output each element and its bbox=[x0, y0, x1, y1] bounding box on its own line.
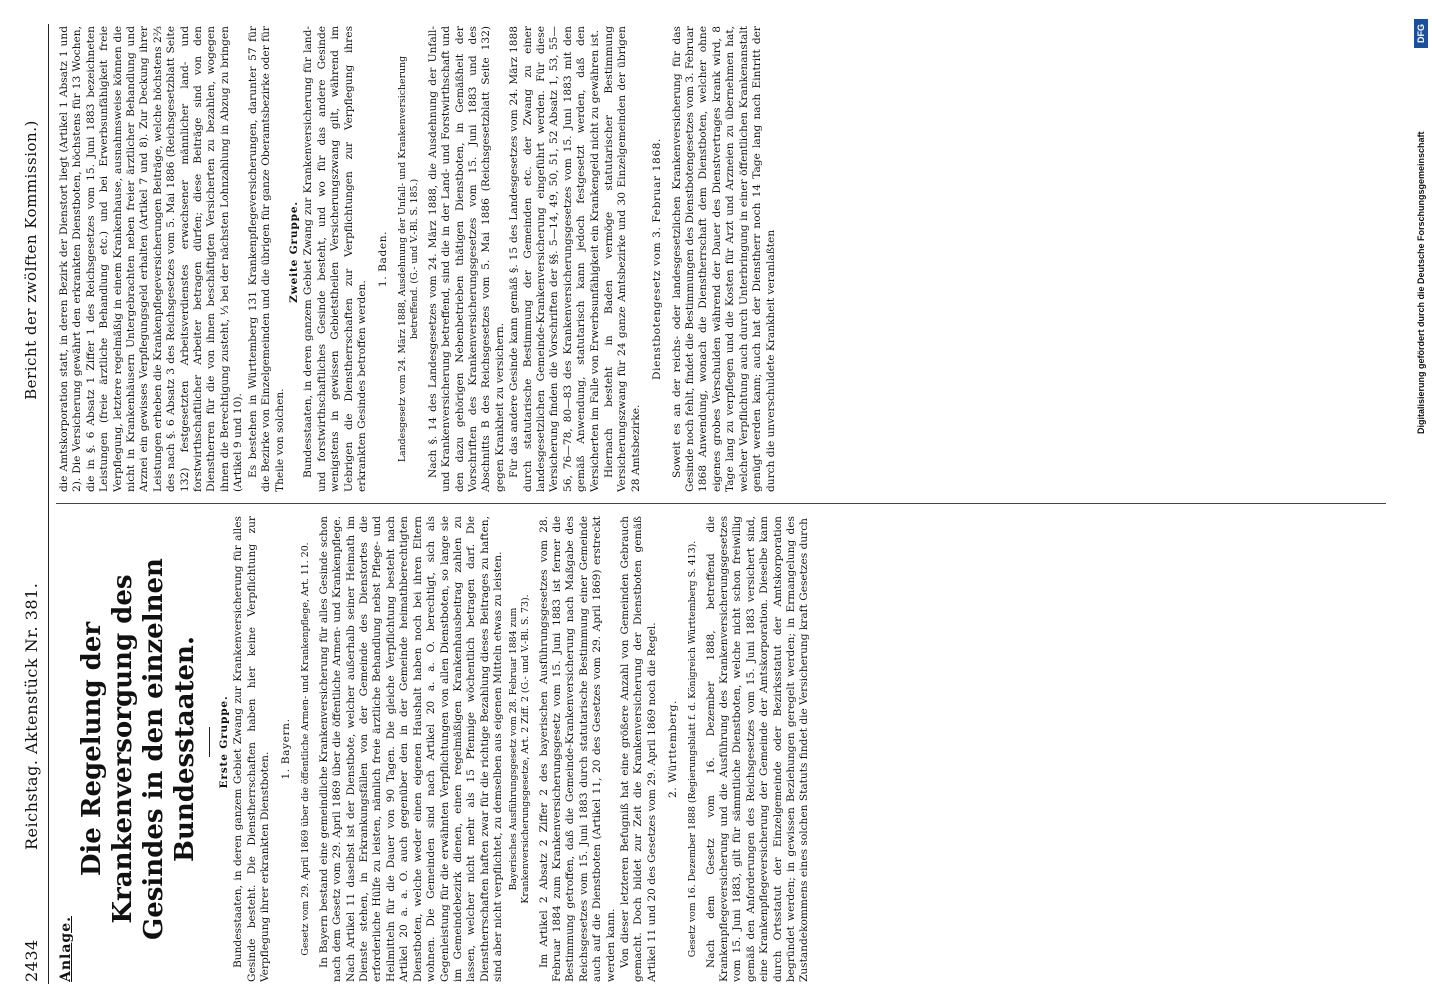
column-divider bbox=[56, 503, 1386, 504]
paragraph-bayern-2: Im Artikel 2 Absatz 2 Ziffer 2 des bayerischen Ausführungsgesetzes vom 28. Februar 1884 zum Krankenversicherungsgesetz vom 15. Juni 1883 ist ferner die Bestimmung getroffen, daß die Gemeinde-Krankenversicherung nach Maßgabe des Reichsgesetzes vom 15. Juni 1883 durch statutarische Bestimmung einer Gemeinde auch auf die Dienstboten (Artikel 11, 20 des Gesetzes vom 29. April 1869) erstreckt werden kann. bbox=[537, 516, 617, 982]
group1-intro: Bundesstaaten, in deren ganzem Gebiet Zwang zur Krankenversicherung für alles Gesinde besteht. Die Dienstherrschaften haben hier keine Verpflichtung zur Verpflegung ihrer erkrankten Dienstboten. bbox=[232, 516, 272, 982]
paragraph-baden-2: Für das andere Gesinde kann gemäß §. 15 des Landesgesetzes vom 24. März 1888 durch statutarische Bestimmung der Gemeinden etc. der Zwang zu einer landesgesetzlichen Gemeinde-Krankenversicherung eingeführt werden. Für diese Versicherung finden die Vorschriften der §§. 5—14, 49, 50, 51, 52 Absatz 1, 53, 55—56, 76—78, 80—83 des Krankenversicherungsgesetzes vom 15. Juni 1883 mit den gemäß Anwendung, statutarisch kann jedoch festgesetzt werden, daß den Versicherten im Falle von Erwerbsunfähigkeit ein Krankengeld nicht zu gewähren ist. bbox=[508, 26, 601, 492]
main-title: Die Regelung der Krankenversorgung des Gesindes in den einzelnen Bundesstaaten. bbox=[77, 558, 201, 940]
law-reference-wuerttemberg: Gesetz vom 16. Dezember 1888 (Regierungsblatt f. d. Königreich Württemberg S. 413). bbox=[686, 540, 698, 958]
page-number: 2434 bbox=[22, 939, 41, 982]
title-separator bbox=[203, 516, 216, 982]
section-heading-baden: 1. Baden. bbox=[377, 230, 390, 288]
dfg-logo: DFG bbox=[1414, 19, 1428, 48]
paragraph-bayern-1: In Bayern bestand eine gemeindliche Krankenversicherung für alles Gesinde schon nach dem Gesetz vom 29. April 1869 über die öffentliche Armen- und Krankenpflege. Nach Artikel 11 daselbst ist der Dienstbote, welcher außerhalb seiner Heimath im Dienste stehen, in Erkrankungsfällen von der Gemeinde des Dienstortes die erforderliche Hülfe zu leisten, nämlich freie ärztliche Behandlung nebst Pflege- und Heilmitteln für die Dauer von 90 Tagen. Die gleiche Verpflichtung besteht nach Artikel 20 a. a. O. auch gegenüber den in der Gemeinde heimathberechtigten Dienstboten, welche weder einen eigenen Haushalt haben noch bei ihren Eltern wohnen. Die Gemeinden sind nach Artikel 20 a. a. O. berechtigt, sich als Gegenleistung für die erwähnten Verpflichtungen von allen Dienstboten, so lange sie im Gemeindebezirk dienen, einen regelmäßigen Krankenhausbeitrag zahlen zu lassen, welcher nicht mehr als 15 Pfennige wöchentlich betragen darf. Die Dienstherrschaften haften zwar für die richtige Bezahlung dieses Beitrages zu haften, sind aber nicht verpflichtet, zu demselben aus eigenen Mitteln etwas zu leisten. bbox=[317, 516, 505, 982]
group-heading-1: Erste Gruppe. bbox=[217, 695, 230, 789]
left-column bbox=[58, 516, 1393, 982]
dfg-sidebar bbox=[1412, 6, 1430, 994]
paragraph-bayern-3: Von dieser letzteren Befugniß hat eine größere Anzahl von Gemeinden Gebrauch gemacht. Doch bildet zur Zeit die Krankenversicherung der Dienstboten gemäß Artikel 11 und 20 des Gesetzes vom 29. April 1869 noch die Regel. bbox=[618, 516, 658, 982]
dfg-funding-note: Digitalisierung gefördert durch die Deutsche Forschungsgemeinschaft bbox=[1416, 131, 1426, 434]
paragraph-baden-3: Hiernach besteht in Baden vermöge statutarischer Bestimmung Versicherungszwang für 24 ganze Amtsbezirke und 30 Einzelgemeinden der übrigen 28 Amtsbezirke. bbox=[603, 26, 642, 492]
section-heading-dienstbotengesetz: Dienstbotengesetz vom 3. Februar 1868. bbox=[651, 138, 664, 380]
right-header: Bericht der zwölften Kommission.) bbox=[22, 120, 40, 400]
paragraph-baden-1: Nach §. 14 des Landesgesetzes vom 24. März 1888, die Ausdehnung der Unfall- und Krankenversicherung betreffend, sind die in der Land- und Forstwirthschaft und den dazu gehörigen Nebenbetrieben thätigen Dienstboten, in Gemäßheit der Vorschriften des Krankenversicherungsgesetzes vom 15. Juni 1883 und des Abschnitts B des Reichsgesetzes vom 5. Mai 1886 (Reichsgesetzblatt Seite 132) gegen Krankheit zu versichern. bbox=[426, 26, 506, 492]
running-title: Reichstag. Aktenstück Nr. 381. bbox=[22, 582, 41, 850]
section-heading-bayern: 1. Bayern. bbox=[280, 718, 293, 780]
law-reference-bayern: Gesetz vom 29. April 1869 über die öffentliche Armen- und Krankenpflege, Art. 11. 20. bbox=[299, 542, 311, 956]
header-rule bbox=[48, 24, 49, 984]
law-reference-baden: Landesgesetz vom 24. März 1888, Ausdehnung der Unfall- und Krankenversicherung betreffend. (G.- und V.-Bl. S. 185.) bbox=[396, 55, 420, 463]
section-heading-wuerttemberg: 2. Württemberg. bbox=[667, 700, 680, 798]
group2-intro: Bundesstaaten, in deren ganzem Gebiet Zwang zur Krankenversicherung für land- und forstwirthschaftliches Gesinde besteht, und wo für das andere Gesinde wenigstens in gewissen Gebietstheilen Versicherungszwang gilt, während im Uebrigen die Dienstherrschaften zur Verpflichtungen zur Verpflegung ihres erkrankten Gesindes betroffen werden. bbox=[302, 26, 368, 492]
paragraph-wuerttemberg-3: Es bestehen in Württemberg 131 Krankenpflegeversicherungen, darunter 57 für die Bezirke von Einzelgemeinden und die übrigen für ganze Oberamtsbezirke oder für Theile von solchen. bbox=[246, 26, 286, 492]
right-column bbox=[58, 26, 1393, 492]
paragraph-wuerttemberg-2: die Amtskorporation statt, in deren Bezirk der Dienstort liegt (Artikel 1 Absatz 1 und 2). Die Versicherung gewährt den erkrankten Dienstboten, höchstens für 13 Wochen, die in §. 6 Absatz 1 Ziffer 1 des Reichsgesetzes vom 15. Juni 1883 bezeichneten Leistungen (freie ärztliche Behandlung etc.) und bei Erwerbsunfähigkeit freie Verpflegung, letztere regelmäßig in einem Krankenhause, ausnahmsweise können die nicht in Krankenhäusern Untergebrachten neben freier ärztlicher Behandlung und Arznei ein gewisses Verpflegungsgeld erhalten (Artikel 7 und 8). Zur Deckung ihrer Leistungen erheben die Krankenpflegeversicherungen Beiträge, welche höchstens 2⅔ des nach §. 6 Absatz 3 des Reichsgesetzes vom 5. Mai 1886 (Reichsgesetzblatt Seite 132) festgesetzten Arbeitsverdienstes erwachsener männlicher land- und forstwirthschaftlicher Arbeiter betragen dürfen; diese Beiträge sind von den Dienstherren für die von ihnen beschäftigten Versicherten zu bezahlen, wogegen ihnen die Berechtigung zusteht, ⅓ bei der nächsten Lohnzahlung in Abzug zu bringen (Artikel 9 und 10). bbox=[58, 26, 245, 492]
group-heading-2: Zweite Gruppe. bbox=[287, 201, 300, 303]
anlage-label: Anlage. bbox=[58, 915, 74, 982]
paragraph-dienstbotengesetz: Soweit es an der reichs- oder landesgesetzlichen Krankenversicherung für das Gesinde noch fehlt, findet die Bestimmungen des Dienstbotengesetzes vom 3. Februar 1868 Anwendung, wonach die Dienstherrschaft dem Dienstboten, welcher ohne eigenes grobes Verschulden während der Dauer des Dienstvertrages krank wird, 8 Tage lang zu verpflegen und die Kosten für Arzt und Arzneien zu übernehmen hat, welcher Verpflichtung auch durch Unterbringung in einer öffentlichen Krankenanstalt genügt werden kann; auch hat der Dienstherr noch 14 Tage lang nach Eintritt der durch die unverschuldete Krankheit veranlaßten bbox=[670, 26, 777, 492]
paragraph-wuerttemberg-1: Nach dem Gesetz vom 16. Dezember 1888, betreffend die Krankenpflegeversicherung und die Ausführung des Krankenversicherungsgesetzes vom 15. Juni 1883, gilt für sämmtliche Dienstboten, welche nicht schon freiwillig gemäß den Anforderungen des Reichsgesetzes vom 15. Juni 1883 versichert sind, eine Krankenpflegeversicherung der Gemeinde der Amtskorporation. Dieselbe kann durch Ortsstatut der Einzelgemeinde oder Bezirksstatut der Amtskorporation begründet werden; in gewissen Beziehungen geregelt werden; in Ermangelung des Zustandekommens eines solchen Statuts findet die Versicherung kraft Gesetzes durch bbox=[704, 516, 811, 982]
law-reference-bayern-2: Bayerisches Ausführungsgesetz vom 28. Februar 1884 zum Krankenversicherungsgesetze, Art. 2 Ziff. 2 (G.- und V.-Bl. S. 73). bbox=[507, 594, 531, 904]
